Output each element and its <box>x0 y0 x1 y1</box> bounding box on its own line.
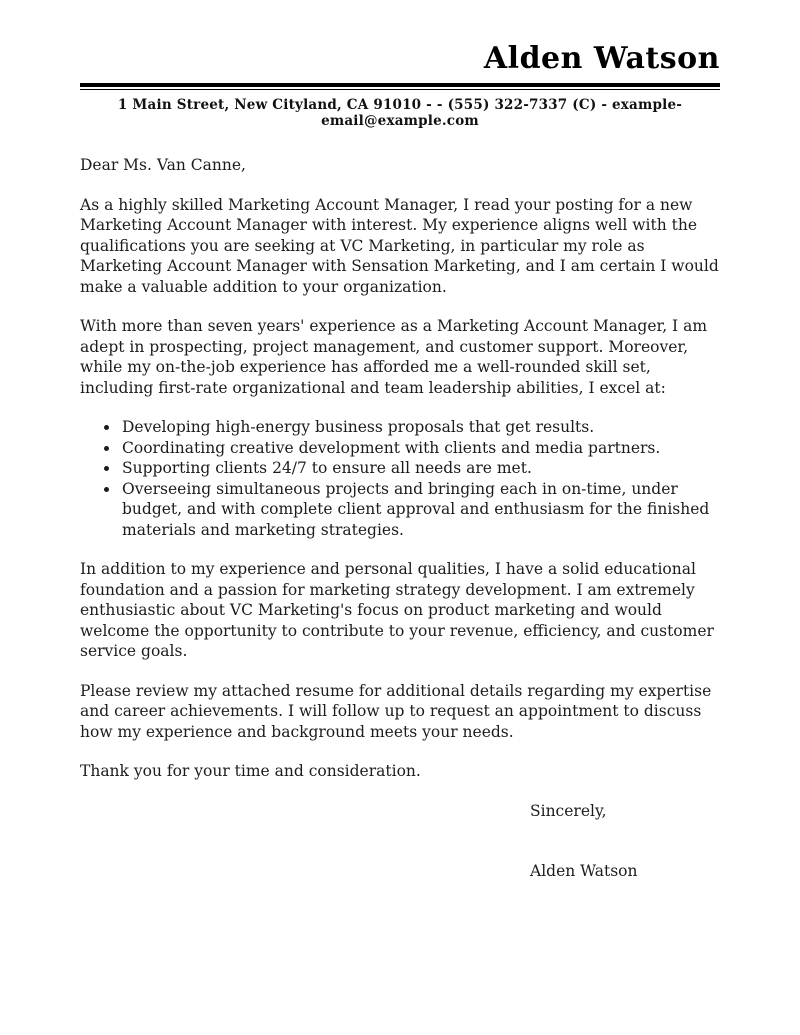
list-item: • Overseeing simultaneous projects and bringing each in on-time, under budget, and with complete client approval and enthusiasm for the finished materials and marketing strategies. <box>120 479 720 541</box>
list-item: • Coordinating creative development with clients and media partners. <box>120 438 720 459</box>
letter-header <box>80 42 720 129</box>
signoff: Sincerely, <box>530 801 607 820</box>
paragraph-followup: Please review my attached resume for additional details regarding my expertise and career achievements. I will follow up to request an appointment to discuss how my experience and background meets your needs. <box>80 681 712 741</box>
author-name: Alden Watson <box>483 41 720 76</box>
skills-list <box>80 417 720 540</box>
list-item: • Developing high-energy business proposals that get results. <box>120 417 720 438</box>
paragraph-intro: As a highly skilled Marketing Account Manager, I read your posting for a new Marketing Account Manager with interest. My experience aligns well with the qualifications you are seeking at VC Marketing, in particular my role as Marketing Account Manager with Sensation Marketing, and I am certain I would make a valuable addition to your organization. <box>80 195 719 296</box>
list-item: • Supporting clients 24/7 to ensure all needs are met. <box>120 458 720 479</box>
letter-body <box>80 155 720 882</box>
header-divider-rule <box>80 83 720 90</box>
salutation: Dear Ms. Van Canne, <box>80 156 246 174</box>
paragraph-experience: With more than seven years' experience as a Marketing Account Manager, I am adept in prospecting, project management, and customer support. Moreover, while my on-the-job experience has afforded me a well-rounded skill set, including first-rate organizational and team leadership abilities, I excel at: <box>80 317 708 397</box>
signature-name: Alden Watson <box>530 862 638 880</box>
signoff-block <box>530 801 720 882</box>
paragraph-education: In addition to my experience and personal qualities, I have a solid educational foundation and a passion for marketing strategy development. I am extremely enthusiastic about VC Marketing's focus on product marketing and would welcome the opportunity to contribute to your revenue, efficiency, and customer service goals. <box>80 560 714 660</box>
thanks-line: Thank you for your time and consideration. <box>80 762 421 780</box>
contact-line: 1 Main Street, New Cityland, CA 91010 - - (555) 322-7337 (C) - example-email@example.com <box>117 97 683 129</box>
